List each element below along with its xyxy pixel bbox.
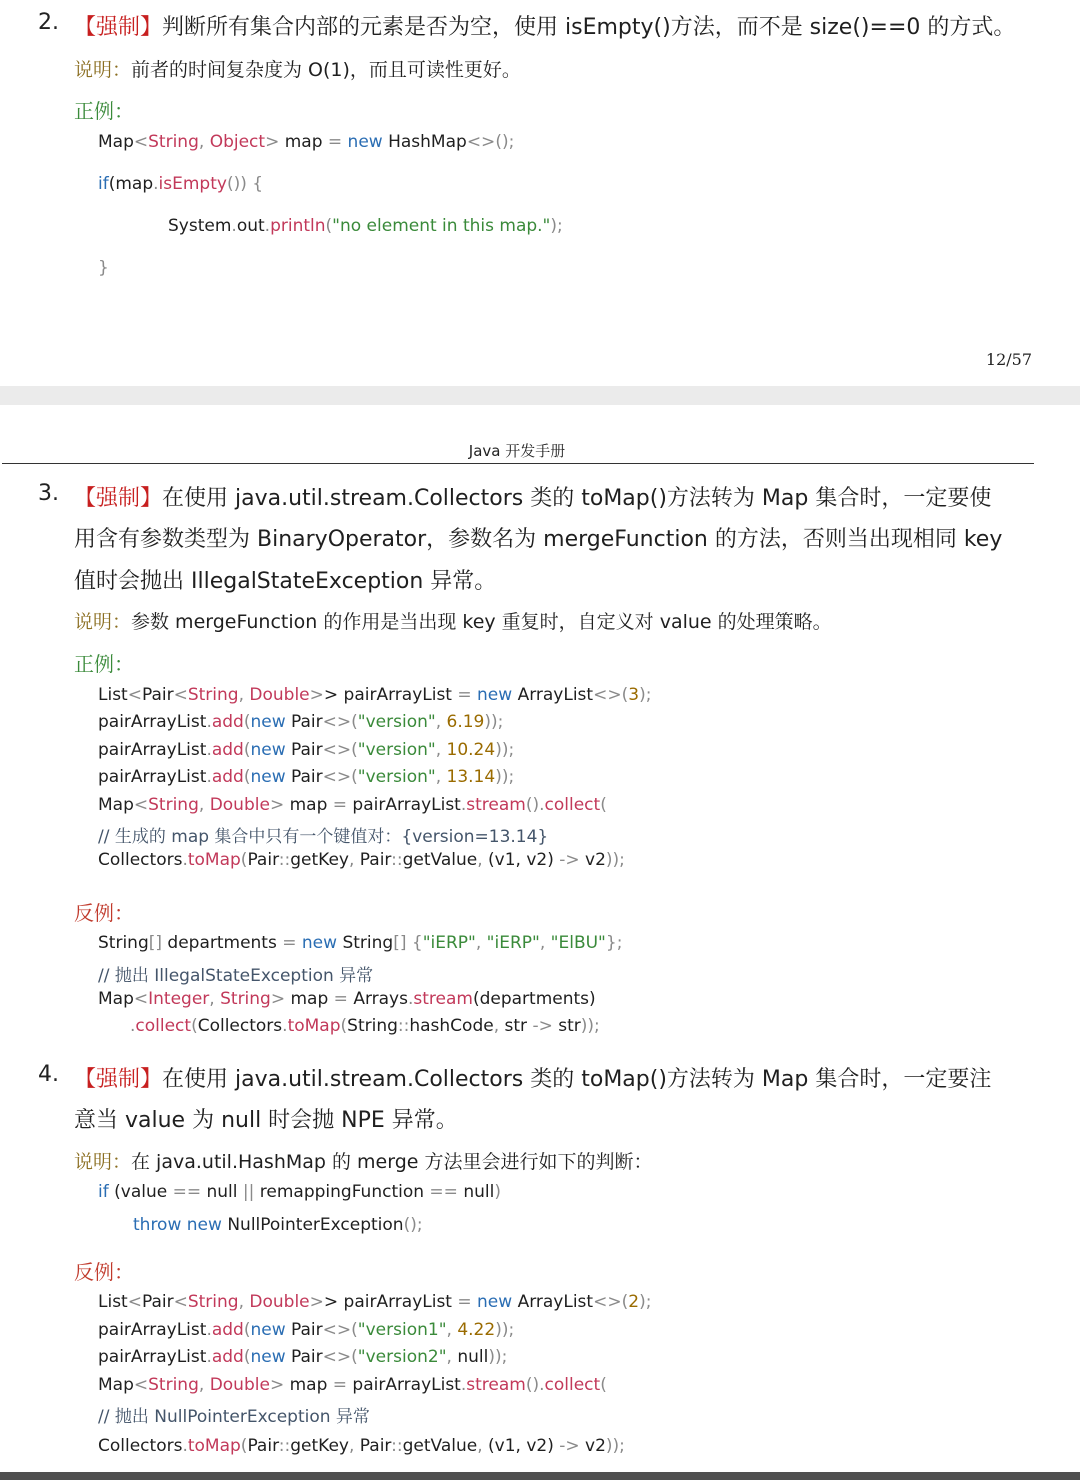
code-line: pairArrayList.add(new Pair<>("version", 10.24)); [98,740,515,760]
negative-example-label: 反例： [74,1260,134,1284]
header-rule [2,463,1034,464]
code-line: System.out.println("no element in this map."); [168,216,563,236]
explanation [74,55,521,82]
explanation-text: 参数 mergeFunction 的作用是当出现 key 重复时，自定义对 value 的处理策略。 [131,611,832,633]
code-line: Map<String, Double> map = pairArrayList.stream().collect( [98,795,607,815]
code-line: throw new NullPointerException(); [133,1215,423,1235]
page-number: 12/57 [985,350,1032,369]
code-line: pairArrayList.add(new Pair<>("version", 13.14)); [98,767,515,787]
positive-example-label: 正例： [74,99,134,123]
rule-title [74,10,1015,41]
code-line: List<Pair<String, Double>> pairArrayList = new ArrayList<>(3); [98,685,652,705]
rule-text: 在使用 java.util.stream.Collectors 类的 toMap()方法转为 Map 集合时，一定要使 [162,486,992,511]
page-bottom-bar [0,1472,1080,1480]
rule-text-cont: 值时会抛出 IllegalStateException 异常。 [74,569,497,594]
rule-text-cont: 意当 value 为 null 时会抛 NPE 异常。 [74,1108,458,1133]
rule-title [74,1062,991,1093]
code-line: pairArrayList.add(new Pair<>("version1", 4.22)); [98,1320,515,1340]
rule-number: 2. [38,10,59,35]
explanation-text: 前者的时间复杂度为 O(1)，而且可读性更好。 [131,59,521,81]
rule-number: 4. [38,1062,59,1087]
rule-text: 在使用 java.util.stream.Collectors 类的 toMap()方法转为 Map 集合时，一定要注 [162,1067,992,1092]
code-line: .collect(Collectors.toMap(String::hashCode, str -> str)); [130,1016,600,1036]
rule-text: 判断所有集合内部的元素是否为空，使用 isEmpty()方法，而不是 size()==0 的方式。 [162,15,1016,40]
negative-example-label: 反例： [74,901,134,925]
explanation-text: 在 java.util.HashMap 的 merge 方法里会进行如下的判断： [131,1151,653,1173]
code-comment: // 生成的 map 集合中只有一个键值对：{version=13.14} [98,827,549,847]
explanation-label: 说明： [74,1151,132,1173]
code-line: Collectors.toMap(Pair::getKey, Pair::getValue, (v1, v2) -> v2)); [98,1436,625,1456]
code-line: } [98,258,109,278]
explanation-label: 说明： [74,59,132,81]
explanation [74,607,832,634]
code-comment: // 抛出 NullPointerException 异常 [98,1407,370,1427]
explanation-label: 说明： [74,611,132,633]
positive-example-label: 正例： [74,652,134,676]
running-header: Java 开发手册 [468,442,566,460]
code-line: if(map.isEmpty()) { [98,174,264,194]
code-line: pairArrayList.add(new Pair<>("version", 6.19)); [98,712,504,732]
rule-number: 3. [38,481,59,506]
code-line: Map<String, Object> map = new HashMap<>(); [98,132,515,152]
page-separator [0,386,1080,405]
rule-text-cont: 用含有参数类型为 BinaryOperator，参数名为 mergeFunction 的方法，否则当出现相同 key [74,527,1003,552]
code-line: String[] departments = new String[] {"iERP", "iERP", "ElBU"}; [98,933,623,953]
code-line: pairArrayList.add(new Pair<>("version2", null)); [98,1347,508,1367]
code-line: Collectors.toMap(Pair::getKey, Pair::getValue, (v1, v2) -> v2)); [98,850,625,870]
mandatory-tag: 【强制】 [74,15,163,40]
rule-title [74,481,991,512]
code-line: if (value == null || remappingFunction == null) [98,1182,501,1202]
code-line: List<Pair<String, Double>> pairArrayList = new ArrayList<>(2); [98,1292,652,1312]
mandatory-tag: 【强制】 [74,1067,163,1092]
code-comment: // 抛出 IllegalStateException 异常 [98,966,374,986]
explanation [74,1147,653,1174]
mandatory-tag: 【强制】 [74,486,163,511]
code-line: Map<Integer, String> map = Arrays.stream(departments) [98,989,596,1009]
code-line: Map<String, Double> map = pairArrayList.stream().collect( [98,1375,607,1395]
